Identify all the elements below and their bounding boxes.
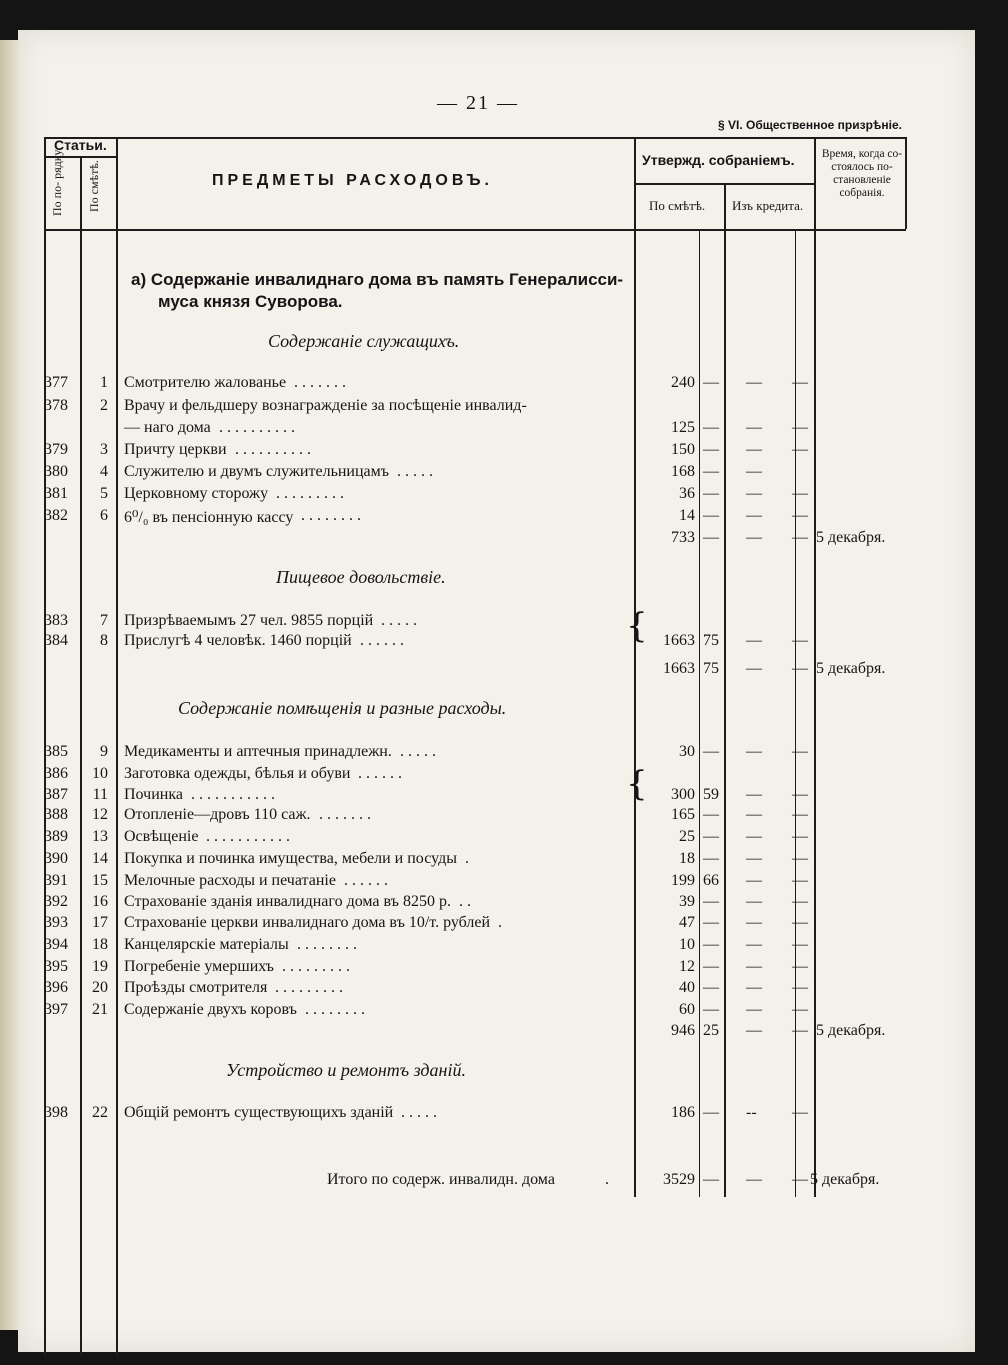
row-leader-dots: . . . . . . . .	[297, 936, 357, 953]
row-estimate-number: 11	[92, 786, 108, 803]
row-kopecks: —	[703, 529, 719, 546]
row-amount: 36	[679, 485, 695, 502]
row-credit: —	[746, 485, 762, 502]
row-credit-kopecks: —	[792, 419, 808, 436]
row-amount: 165	[671, 806, 695, 823]
table-row	[0, 1104, 1008, 1125]
row-credit: —	[746, 374, 762, 391]
row-leader-dots: .	[498, 914, 502, 931]
row-amount: 125	[671, 419, 695, 436]
row-leader-dots: . . . . . . . .	[301, 507, 361, 524]
row-kopecks: —	[703, 828, 719, 845]
table-row	[0, 979, 1008, 1000]
row-kopecks: —	[703, 743, 719, 760]
subtotal-row	[0, 660, 1008, 681]
table-row	[0, 765, 1008, 786]
row-credit: —	[746, 529, 762, 546]
row-estimate-number: 16	[92, 893, 108, 910]
row-amount: 60	[679, 1001, 695, 1018]
row-leader-dots: . . . . . . . . . . .	[191, 786, 275, 803]
row-kopecks: —	[703, 441, 719, 458]
total-row	[0, 1171, 1008, 1192]
row-credit: —	[746, 828, 762, 845]
group-title-repair: Устройство и ремонтъ зданій.	[226, 1060, 466, 1080]
row-leader-dots: . . . . .	[397, 463, 433, 480]
row-amount: 186	[671, 1104, 695, 1121]
row-leader-dots: .	[465, 850, 469, 867]
row-amount: 168	[671, 463, 695, 480]
row-number: 381	[44, 485, 68, 502]
total-credit-kop: —	[792, 1171, 808, 1188]
row-credit: —	[746, 958, 762, 975]
row-kopecks: 59	[703, 786, 719, 803]
row-kopecks: 25	[703, 1022, 719, 1039]
row-kopecks: —	[703, 485, 719, 502]
row-credit: —	[746, 872, 762, 889]
table-row	[0, 507, 1008, 528]
row-number: 396	[44, 979, 68, 996]
row-description: Смотрителю жалованье	[124, 374, 287, 391]
row-description: Мелочные расходы и печатаніе	[124, 872, 336, 889]
row-amount: 946	[671, 1022, 695, 1039]
row-estimate-number: 9	[100, 743, 108, 760]
section-a-title-line1: а) Содержаніе инвалиднаго дома въ память Генералисси-	[131, 270, 624, 289]
row-number: 389	[44, 828, 68, 845]
row-estimate-number: 4	[100, 463, 108, 480]
row-credit: —	[746, 786, 762, 803]
row-amount: 1663	[663, 632, 695, 649]
row-credit: —	[746, 893, 762, 910]
row-description: Содержаніе двухъ коровъ	[124, 1001, 297, 1018]
table-row	[0, 893, 1008, 914]
row-credit-kopecks: —	[792, 979, 808, 996]
row-amount: 25	[679, 828, 695, 845]
header-utverzhd: Утвержд. собраніемъ.	[642, 152, 795, 168]
row-number: 395	[44, 958, 68, 975]
row-amount: 150	[671, 441, 695, 458]
row-credit-kopecks: —	[792, 743, 808, 760]
row-estimate-number: 3	[100, 441, 108, 458]
table-row	[0, 743, 1008, 764]
row-kopecks: —	[703, 850, 719, 867]
row-description: Отопленіе—дровъ 110 саж.	[124, 806, 311, 823]
row-amount: 300	[671, 786, 695, 803]
row-estimate-number: 10	[92, 765, 108, 782]
row-credit: —	[746, 743, 762, 760]
row-estimate-number: 19	[92, 958, 108, 975]
row-number: 390	[44, 850, 68, 867]
row-credit-kopecks: —	[792, 632, 808, 649]
row-credit: —	[746, 979, 762, 996]
row-estimate-number: 2	[100, 397, 108, 414]
row-number: 379	[44, 441, 68, 458]
row-credit: —	[746, 463, 762, 480]
row-number: 391	[44, 872, 68, 889]
row-number: 383	[44, 612, 68, 629]
row-amount: 18	[679, 850, 695, 867]
row-kopecks: —	[703, 979, 719, 996]
row-kopecks: —	[703, 1001, 719, 1018]
row-description: Проѣзды смотрителя	[124, 979, 268, 996]
table-row	[0, 419, 1008, 440]
row-description: Починка	[124, 786, 183, 803]
header-statji: Статьи.	[54, 137, 107, 153]
row-estimate-number: 7	[100, 612, 108, 629]
total-dot: .	[605, 1171, 609, 1188]
row-amount: 10	[679, 936, 695, 953]
row-leader-dots: . . . . .	[381, 612, 417, 629]
row-date: 5 декабря.	[816, 529, 886, 546]
row-leader-dots: . . . . . .	[344, 872, 388, 889]
row-kopecks: 75	[703, 632, 719, 649]
row-description: Заготовка одежды, бѣлья и обуви	[124, 765, 351, 782]
row-description: — наго дома	[124, 419, 211, 436]
row-number: 378	[44, 397, 68, 414]
table-row	[0, 463, 1008, 484]
row-credit: —	[746, 1022, 762, 1039]
row-description: Медикаменты и аптечныя принадлежн.	[124, 743, 392, 760]
row-amount: 40	[679, 979, 695, 996]
row-description: Служителю и двумъ служительницамъ	[124, 463, 390, 480]
table-row	[0, 936, 1008, 957]
row-number: 387	[44, 786, 68, 803]
row-leader-dots: . . . . . . . . . . .	[206, 828, 290, 845]
row-credit-kopecks: —	[792, 872, 808, 889]
row-leader-dots: . . . . . . .	[294, 374, 346, 391]
row-kopecks: —	[703, 806, 719, 823]
row-number: 377	[44, 374, 68, 391]
table-row	[0, 850, 1008, 871]
row-credit-kopecks: —	[792, 1022, 808, 1039]
brace-clothing: {	[626, 764, 648, 804]
right-border	[905, 137, 907, 229]
table-row	[0, 374, 1008, 395]
row-description: Страхованіе церкви инвалиднаго дома въ 10/т. рублей	[124, 914, 491, 931]
row-description: Врачу и фельдшеру вознагражденіе за посѣщеніе инвалид-	[124, 397, 527, 414]
group-title-premises: Содержаніе помѣщенія и разные расходы.	[178, 698, 507, 718]
row-kopecks: —	[703, 507, 719, 524]
row-amount: 47	[679, 914, 695, 931]
row-amount: 199	[671, 872, 695, 889]
row-credit-kopecks: —	[792, 485, 808, 502]
row-leader-dots: . . . . . . .	[319, 806, 371, 823]
row-description: Прислугѣ 4 человѣк. 1460 порцій	[124, 632, 352, 649]
row-kopecks: —	[703, 893, 719, 910]
row-credit: —	[746, 441, 762, 458]
row-kopecks: —	[703, 1104, 719, 1121]
row-credit: --	[746, 1104, 757, 1121]
row-date: 5 декабря.	[816, 1022, 886, 1039]
table-top-border	[44, 137, 906, 139]
row-credit-kopecks: —	[792, 893, 808, 910]
row-amount: 30	[679, 743, 695, 760]
row-kopecks: —	[703, 463, 719, 480]
row-description: Канцелярскіе матеріалы	[124, 936, 289, 953]
row-credit-kopecks: —	[792, 806, 808, 823]
page-number: — 21 —	[437, 92, 519, 114]
row-estimate-number: 13	[92, 828, 108, 845]
row-credit: —	[746, 507, 762, 524]
row-credit-kopecks: —	[792, 914, 808, 931]
row-credit-kopecks: —	[792, 786, 808, 803]
row-kopecks: —	[703, 914, 719, 931]
row-leader-dots: . . . . . . . . .	[275, 979, 343, 996]
row-description: Общій ремонтъ существующихъ зданій	[124, 1104, 394, 1121]
total-date: 5 декабря.	[810, 1171, 880, 1188]
row-leader-dots: . . . . . .	[360, 632, 404, 649]
row-estimate-number: 8	[100, 632, 108, 649]
row-kopecks: 66	[703, 872, 719, 889]
row-number: 382	[44, 507, 68, 524]
table-row	[0, 786, 1008, 807]
row-date: 5 декабря.	[816, 660, 886, 677]
row-leader-dots: . . . . . . . . . .	[219, 419, 295, 436]
row-leader-dots: . . . . . . . .	[305, 1001, 365, 1018]
row-estimate-number: 14	[92, 850, 108, 867]
row-credit-kopecks: —	[792, 828, 808, 845]
row-amount: 14	[679, 507, 695, 524]
row-estimate-number: 22	[92, 1104, 108, 1121]
row-credit-kopecks: —	[792, 660, 808, 677]
total-kop: —	[703, 1171, 719, 1188]
brace-food: {	[626, 606, 648, 646]
row-estimate-number: 1	[100, 374, 108, 391]
row-estimate-number: 6	[100, 507, 108, 524]
row-number: 380	[44, 463, 68, 480]
row-estimate-number: 15	[92, 872, 108, 889]
row-number: 393	[44, 914, 68, 931]
header-po-poryadku: По по- рядку.	[50, 147, 64, 216]
row-estimate-number: 5	[100, 485, 108, 502]
row-credit: —	[746, 850, 762, 867]
table-row	[0, 806, 1008, 827]
row-leader-dots: . .	[459, 893, 471, 910]
row-description: Освѣщеніе	[124, 828, 199, 845]
row-estimate-number: 17	[92, 914, 108, 931]
row-description: Страхованіе зданія инвалиднаго дома въ 8250 р.	[124, 893, 451, 910]
row-estimate-number: 21	[92, 1001, 108, 1018]
header-po-smete: По смѣтѣ.	[649, 198, 706, 213]
row-description: Церковному сторожу	[124, 485, 269, 502]
row-number: 397	[44, 1001, 68, 1018]
table-row	[0, 958, 1008, 979]
table-row	[0, 612, 1008, 633]
row-credit: —	[746, 660, 762, 677]
row-number: 386	[44, 765, 68, 782]
row-credit-kopecks: —	[792, 507, 808, 524]
row-credit: —	[746, 914, 762, 931]
row-number: 392	[44, 893, 68, 910]
group-title-food: Пищевое довольствіе.	[276, 567, 446, 587]
header-bottom-border	[44, 229, 906, 231]
header-vremya: Время, когда со- стоялось по- становленіе собранія.	[821, 148, 903, 199]
row-credit: —	[746, 419, 762, 436]
row-description: Покупка и починка имущества, мебели и посуды	[124, 850, 457, 867]
total-credit: —	[746, 1171, 762, 1188]
row-amount: 12	[679, 958, 695, 975]
row-kopecks: —	[703, 936, 719, 953]
table-row	[0, 914, 1008, 935]
row-credit-kopecks: —	[792, 374, 808, 391]
row-amount: 39	[679, 893, 695, 910]
table-row	[0, 872, 1008, 893]
row-number: 394	[44, 936, 68, 953]
row-description: Погребеніе умершихъ	[124, 958, 274, 975]
row-description: Причту церкви	[124, 441, 227, 458]
row-kopecks: —	[703, 374, 719, 391]
row-amount: 733	[671, 529, 695, 546]
table-row	[0, 1001, 1008, 1022]
row-estimate-number: 18	[92, 936, 108, 953]
row-description: 6⁰/₀ въ пенсіонную кассу	[124, 509, 294, 526]
row-amount: 1663	[663, 660, 695, 677]
row-leader-dots: . . . . . . . . .	[282, 958, 350, 975]
header-iz-kredita: Изъ кредита.	[732, 198, 804, 213]
row-credit-kopecks: —	[792, 529, 808, 546]
row-number: 388	[44, 806, 68, 823]
row-credit: —	[746, 806, 762, 823]
row-estimate-number: 20	[92, 979, 108, 996]
total-amount: 3529	[663, 1171, 695, 1188]
row-number: 398	[44, 1104, 68, 1121]
row-credit: —	[746, 632, 762, 649]
row-kopecks: —	[703, 958, 719, 975]
row-credit-kopecks: —	[792, 958, 808, 975]
header-predmety: ПРЕДМЕТЫ РАСХОДОВЪ.	[212, 172, 493, 189]
row-credit: —	[746, 936, 762, 953]
row-credit-kopecks: —	[792, 1104, 808, 1121]
col-divider-cr	[724, 183, 726, 1197]
table-row	[0, 828, 1008, 849]
section-a-title-line2: муса князя Суворова.	[158, 292, 343, 311]
row-leader-dots: . . . . .	[401, 1104, 437, 1121]
row-credit-kopecks: —	[792, 441, 808, 458]
book-spine	[0, 40, 22, 1330]
row-number: 384	[44, 632, 68, 649]
table-row	[0, 397, 1008, 418]
row-description: Призрѣваемымъ 27 чел. 9855 порцій	[124, 612, 374, 629]
header-po-smete-col: По смѣтѣ.	[87, 160, 101, 212]
row-credit-kopecks: —	[792, 1001, 808, 1018]
section-title: § VI. Общественное призрѣніе.	[718, 118, 902, 132]
row-kopecks: 75	[703, 660, 719, 677]
subtotal-row	[0, 529, 1008, 550]
group-title-staff: Содержаніе служащихъ.	[268, 331, 460, 351]
row-leader-dots: . . . . .	[400, 743, 436, 760]
subtotal-row	[0, 1022, 1008, 1043]
row-number: 385	[44, 743, 68, 760]
row-leader-dots: . . . . . .	[358, 765, 402, 782]
row-kopecks: —	[703, 419, 719, 436]
total-label: Итого по содерж. инвалидн. дома	[327, 1171, 555, 1188]
row-estimate-number: 12	[92, 806, 108, 823]
table-row	[0, 441, 1008, 462]
table-row	[0, 485, 1008, 506]
row-leader-dots: . . . . . . . . .	[276, 485, 344, 502]
row-credit-kopecks: —	[792, 850, 808, 867]
table-row	[0, 632, 1008, 653]
row-amount: 240	[671, 374, 695, 391]
row-leader-dots: . . . . . . . . . .	[235, 441, 311, 458]
row-credit: —	[746, 1001, 762, 1018]
row-credit-kopecks: —	[792, 936, 808, 953]
